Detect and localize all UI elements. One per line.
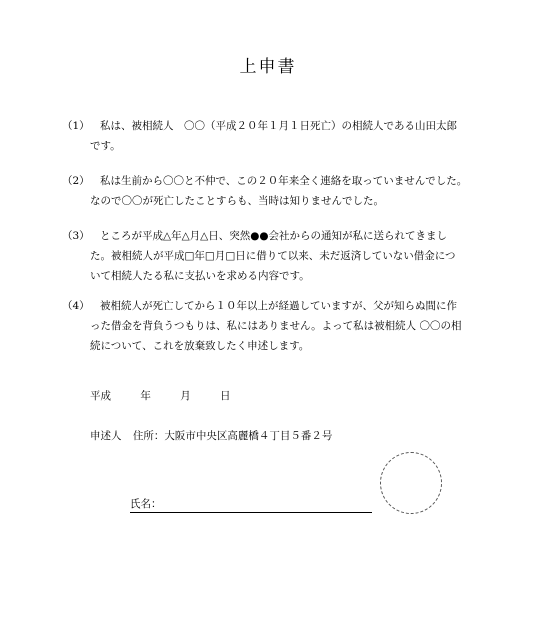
date-month: 月 <box>180 390 191 402</box>
paragraph-4 <box>62 296 502 356</box>
paragraph-number: （4） <box>62 300 90 312</box>
paragraph-line: です。 <box>90 140 121 152</box>
paragraph-3 <box>62 226 502 286</box>
paragraph-line: った借金を背負うつもりは、私にはありません。よって私は被相続人 〇〇の相 <box>90 320 462 332</box>
paragraph-1 <box>62 116 502 156</box>
paragraph-line: 私は、被相続人 〇〇（平成２０年１月１日死亡）の相続人である山田太郎 <box>100 120 457 132</box>
document-title: 上申書 <box>239 57 297 77</box>
paragraph-line: 私は生前から〇〇と不仲で、この２０年来全く連絡を取っていませんでした。 <box>100 175 468 187</box>
paragraph-line: た。被相続人が平成□年□月□日に借りて以来、未だ返済していない借金につ <box>90 250 456 262</box>
paragraph-line: なので〇〇が死亡したことすらも、当時は知りませんでした。 <box>90 195 384 207</box>
date-year: 年 <box>140 390 151 402</box>
paragraph-2 <box>62 171 502 211</box>
declarant-label: 申述人 <box>90 430 122 442</box>
seal-circle <box>380 452 442 514</box>
paragraph-number: （1） <box>62 120 90 132</box>
paragraph-number: （2） <box>62 175 90 187</box>
name-label: 氏名： <box>130 498 162 510</box>
date-line <box>90 388 231 403</box>
paragraph-line: いて相続人たる私に支払いを求める内容です。 <box>90 270 310 282</box>
paragraph-number: （3） <box>62 230 90 242</box>
declarant-line <box>90 428 332 443</box>
paragraph-line: 続について、これを放棄致したく申述します。 <box>90 340 310 352</box>
declarant-address: 住所：大阪市中央区高麗橋４丁目５番２号 <box>132 430 333 442</box>
date-day: 日 <box>220 390 231 402</box>
date-era: 平成 <box>90 390 111 402</box>
signature-line <box>130 512 372 513</box>
paragraph-line: ところが平成△年△月△日、突然●●会社からの通知が私に送られてきまし <box>100 230 448 242</box>
paragraph-line: 被相続人が死亡してから１０年以上が経過していますが、父が知らぬ間に作 <box>100 300 457 312</box>
